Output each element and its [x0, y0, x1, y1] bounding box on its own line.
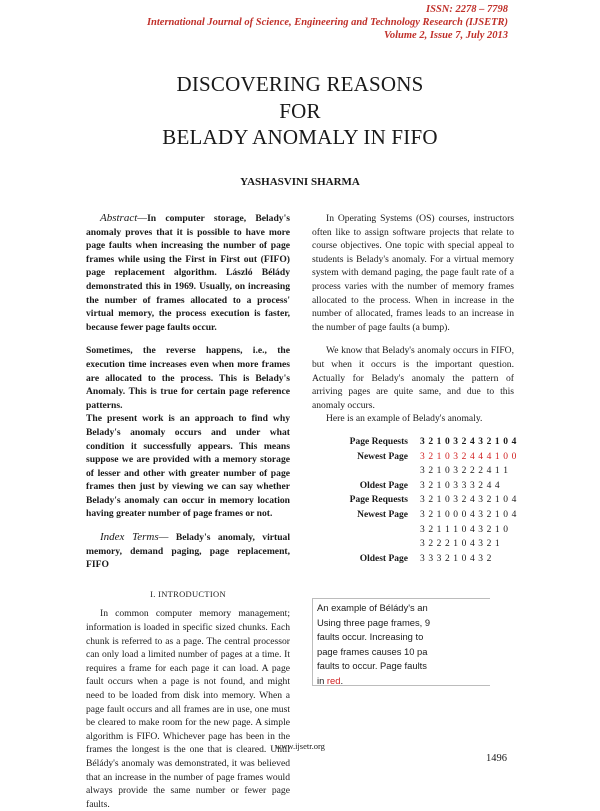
table-row [312, 452, 522, 467]
row-label: Oldest Page [359, 553, 408, 564]
table-row [312, 554, 522, 569]
right-column [312, 212, 514, 426]
table-row [312, 481, 522, 496]
row-value: 3 2 1 0 3 2 4 3 2 1 0 4 [420, 495, 517, 506]
abstract-para-2: Sometimes, the reverse happens, i.e., the execution time increases even when more frames are allocated to the process. This is Belady's Anomaly. This is true for certain page reference patterns. [86, 345, 290, 411]
index-terms-text: Belady's anomaly, virtual memory, demand paging, page replacement, FIFO [86, 532, 290, 571]
row-label: Page Requests [349, 495, 408, 506]
index-terms [86, 531, 290, 572]
caption-line: Using three page frames, 9 [317, 616, 431, 628]
right-para-2: We know that Belady's anomaly occurs in FIFO, but when it occurs is the important question. Actually for Belady's anomaly the pattern of arriving pages are quite same, and due to this anomaly occurs. [312, 345, 514, 411]
row-label: Page Requests [349, 437, 408, 447]
row-value: 3 2 1 0 3 2 4 3 2 1 0 4 [420, 437, 517, 447]
footer-url[interactable]: www.ijsetr.org [275, 741, 325, 751]
row-label: Newest Page [357, 451, 408, 462]
right-para-3: Here is an example of Belady's anomaly. [326, 413, 483, 425]
section-heading: I. INTRODUCTION [150, 588, 226, 599]
journal-volume: Volume 2, Issue 7, July 2013 [384, 30, 508, 41]
row-value: 3 3 3 2 1 0 4 3 2 [420, 553, 492, 564]
abstract-para-1: In computer storage, Belady's anomaly proves that it is possible to have more page faults when increasing the number of page frames while using the First in First out (FIFO) page replacement algorithm. László Bélády demonstrated this in 1969. Usually, on increasing the number of frames allocated to a process' virtual memory, the process execution is faster, because fewer page faults occur. [86, 213, 290, 333]
issn: ISSN: 2278 – 7798 [426, 4, 508, 15]
caption-red-word: red [326, 674, 341, 686]
row-value: 3 2 1 0 3 3 3 2 4 4 [420, 480, 501, 491]
table-row [312, 437, 522, 452]
author-name: YASHASVINI SHARMA [240, 176, 360, 188]
row-value: 3 2 1 1 1 0 4 3 2 1 0 [420, 524, 509, 535]
right-para-1: In Operating Systems (OS) courses, instructors often like to assign software projects that relate to course objectives. One topic with special appeal to students is Belady's anomaly. For a virtual memory system with demand paging, the page fault rate of a process varies with the number of memory frames allocated to the process. When in increase in the number of allocated, frames leads to an increase in the number of page faults (a bump). [312, 213, 514, 333]
page-number: 1496 [486, 753, 507, 764]
caption-line: An example of Bélády's an [317, 602, 428, 613]
table-row [312, 466, 522, 481]
paper-title-line-3: BELADY ANOMALY IN FIFO [162, 125, 438, 149]
table-row [312, 525, 522, 540]
table-row [312, 539, 522, 554]
row-value: 3 2 1 0 0 0 4 3 2 1 0 4 [420, 509, 517, 520]
abstract-label: Abstract— [100, 212, 148, 224]
table-row [312, 510, 522, 525]
caption-text: . [340, 674, 344, 686]
row-value: 3 2 1 0 3 2 2 2 4 1 1 [420, 466, 509, 477]
abstract [86, 212, 290, 334]
abstract-para-3: The present work is an approach to find why Belady's anomaly occurs and under what condition it successfully appears. This means suppose we are provided with a memory storage of lesser and other with greater number of page frames then just by viewing we can say whether Belady's anomaly can occur in memory location having greater number of page frames or not. [86, 413, 290, 520]
belady-example-table [312, 437, 522, 568]
introduction-paragraph: In common computer memory management; information is loaded in specific sized chunks. Each chunk is referred to as a page. The central processor can only load a limited number of pages at a time. It requires a frame for each page it can load. A page fault occurs when a page is not found, and might need to be loaded from disk into memory. When a page fault occurs and all frames are in use, one must be cleared to make room for the new page. A simple algorithm is FIFO. Whichever page has been in the frames the longest is the one that is cleared. Until Bélády's anomaly was demonstrated, it was believed that an increase in the number of page frames would always provide the same number or fewer page faults. [86, 608, 290, 810]
row-label: Oldest Page [359, 480, 408, 491]
row-value: 3 2 2 2 1 0 4 3 2 1 [420, 539, 501, 550]
journal-name: International Journal of Science, Engineering and Technology Research (IJSETR) [146, 17, 508, 28]
caption-text: in [317, 674, 327, 686]
example-caption-box [312, 598, 490, 686]
table-row [312, 495, 522, 510]
row-value-faults: 3 2 1 0 3 2 4 4 4 1 0 0 [420, 451, 517, 462]
row-label: Newest Page [357, 509, 408, 520]
caption-line [317, 674, 490, 686]
caption-line: faults to occur. Page faults [317, 660, 427, 672]
index-terms-label: Index Terms— [100, 531, 169, 544]
paper-title-line-1: DISCOVERING REASONS [176, 72, 424, 96]
paper-title-line-2: FOR [279, 99, 321, 123]
caption-line: faults occur. Increasing to [317, 631, 424, 643]
caption-line: page frames causes 10 pa [317, 645, 428, 657]
left-column [86, 212, 290, 811]
